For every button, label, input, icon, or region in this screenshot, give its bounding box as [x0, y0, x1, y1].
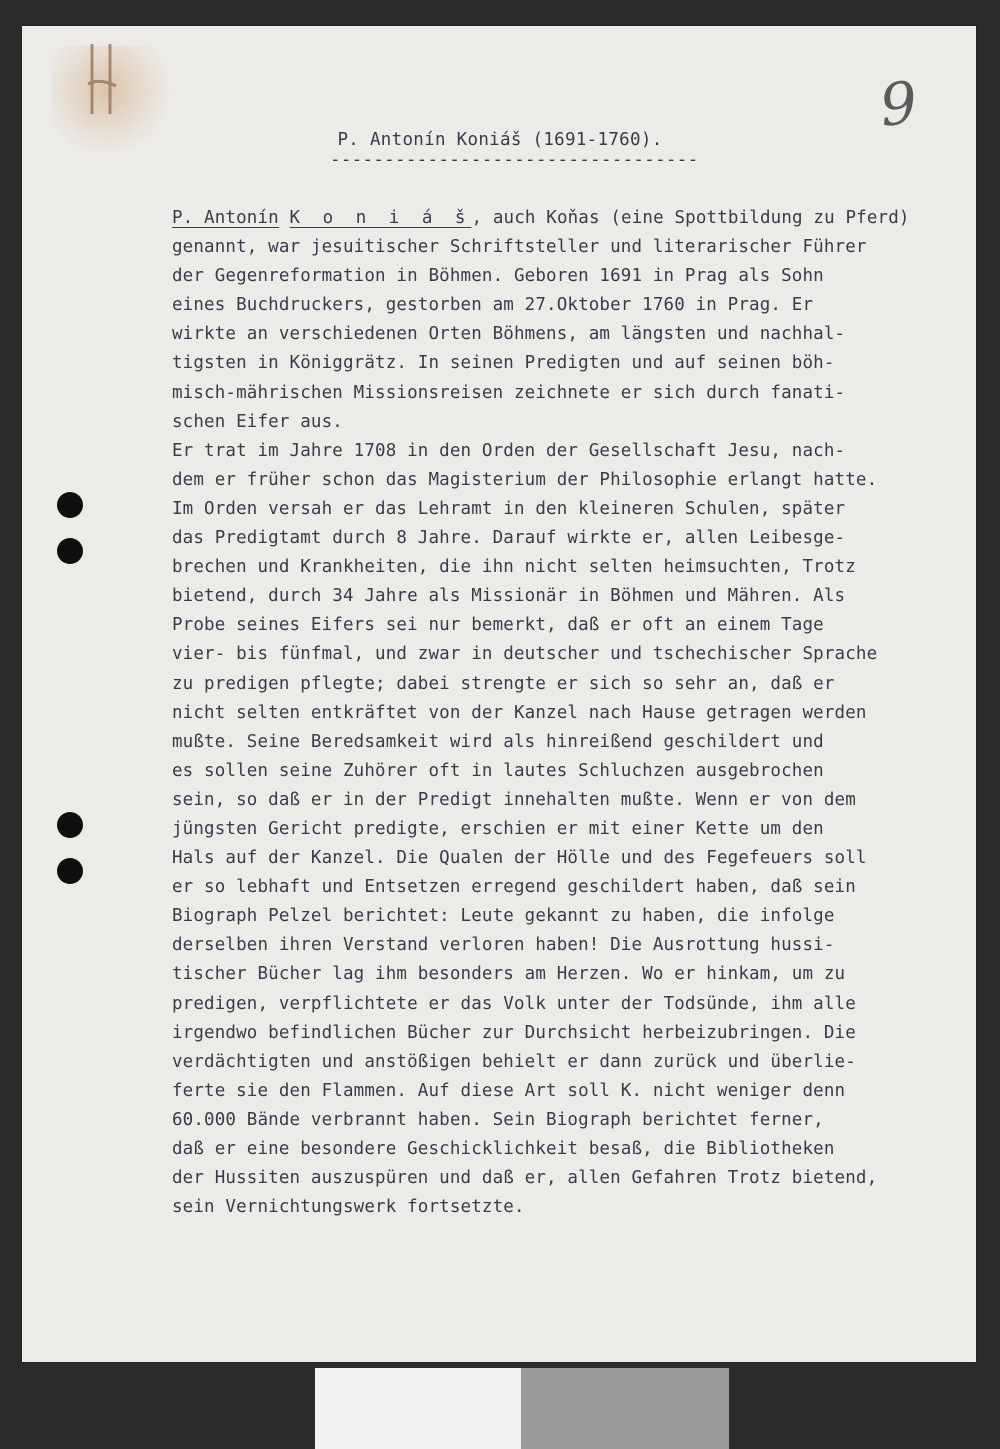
text-line: genannt, war jesuitischer Schriftsteller und literarischer Führer [172, 237, 867, 258]
text-line: mußte. Seine Beredsamkeit wird als hinreißend geschildert und [172, 731, 824, 752]
text-line: tischer Bücher lag ihm besonders am Herzen. Wo er hinkam, um zu [172, 964, 846, 985]
text-line: tigsten in Königgrätz. In seinen Predigten und auf seinen böh- [172, 353, 835, 374]
text-line: dem er früher schon das Magisterium der Philosophie erlangt hatte. [172, 469, 878, 490]
text-line: daß er eine besondere Geschicklichkeit besaß, die Bibliotheken [172, 1139, 835, 1159]
text-line: jüngsten Gericht predigte, erschien er mit einer Kette um den [172, 818, 824, 839]
text-line: brechen und Krankheiten, die ihn nicht selten heimsuchten, Trotz [172, 557, 856, 578]
punch-hole [57, 492, 83, 518]
punch-hole [57, 812, 83, 838]
text-line: bietend, durch 34 Jahre als Missionär in Böhmen und Mähren. Als [172, 586, 846, 607]
text-line: predigen, verpflichtete er das Volk unter der Todsünde, ihm alle [172, 993, 856, 1014]
text-line: zu predigen pflegte; dabei strengte er sich so sehr an, daß er [172, 673, 835, 694]
punch-hole [57, 538, 83, 564]
document-title: P. Antonín Koniáš (1691-1760). [337, 130, 663, 150]
text-line: sein, so daß er in der Predigt innehalten mußte. Wenn er von dem [172, 789, 856, 810]
text-line: Hals auf der Kanzel. Die Qualen der Hölle und des Fegefeuers soll [172, 848, 867, 869]
subject-surname: K o n i á š [289, 208, 472, 228]
text-line: Biograph Pelzel berichtet: Leute gekannt zu haben, die infolge [172, 906, 835, 927]
punch-hole [57, 858, 83, 884]
calibration-white-patch [315, 1368, 521, 1449]
staple-mark-icon [70, 34, 130, 124]
text-line: das Predigtamt durch 8 Jahre. Darauf wirkte er, allen Leibesge- [172, 528, 846, 549]
text-line: vier- bis fünfmal, und zwar in deutscher und tschechischer Sprache [172, 644, 878, 665]
text-line: irgendwo befindlichen Bücher zur Durchsicht herbeizubringen. Die [172, 1022, 856, 1043]
text-line: 60.000 Bände verbrannt haben. Sein Biograph berichtet ferner, [172, 1109, 824, 1130]
opening-rest: , auch Koňas (eine Spottbildung zu Pferd) [471, 208, 910, 228]
text-line: er so lebhaft und Entsetzen erregend geschildert haben, daß sein [172, 877, 856, 898]
text-line: Er trat im Jahre 1708 in den Orden der Gesellschaft Jesu, nach- [172, 440, 846, 461]
text-line: Probe seines Eifers sei nur bemerkt, daß er oft an einem Tage [172, 615, 824, 636]
text-line: eines Buchdruckers, gestorben am 27.Oktober 1760 in Prag. Er [172, 295, 814, 316]
text-line: wirkte an verschiedenen Orten Böhmens, am längsten und nachhal- [172, 324, 846, 345]
text-line: sein Vernichtungswerk fortsetzte. [172, 1197, 525, 1218]
calibration-gray-patch [521, 1368, 729, 1449]
text-line: Im Orden versah er das Lehramt in den kleineren Schulen, später [172, 498, 846, 519]
text-line: der Gegenreformation in Böhmen. Geboren 1691 in Prag als Sohn [172, 266, 824, 287]
text-line: der Hussiten auszuspüren und daß er, allen Gefahren Trotz bietend, [172, 1168, 878, 1189]
document-body [172, 204, 972, 1222]
text-line: derselben ihren Verstand verloren haben! Die Ausrottung hussi- [172, 935, 835, 956]
color-calibration-bar [315, 1368, 729, 1449]
handwritten-page-number: 9 [876, 68, 921, 140]
subject-name: P. Antonín [172, 208, 279, 228]
text-line: misch-mährischen Missionsreisen zeichnete er sich durch fanati- [172, 382, 846, 403]
text-line: ferte sie den Flammen. Auf diese Art soll K. nicht weniger denn [172, 1080, 846, 1101]
text-line: schen Eifer aus. [172, 411, 343, 432]
title-underline-rule: ---------------------------------- [330, 150, 699, 170]
text-line: verdächtigten und anstößigen behielt er dann zurück und überlie- [172, 1051, 856, 1072]
text-line: es sollen seine Zuhörer oft in lautes Schluchzen ausgebrochen [172, 760, 824, 781]
text-line: nicht selten entkräftet von der Kanzel nach Hause getragen werden [172, 702, 867, 723]
opening-line [172, 204, 972, 233]
